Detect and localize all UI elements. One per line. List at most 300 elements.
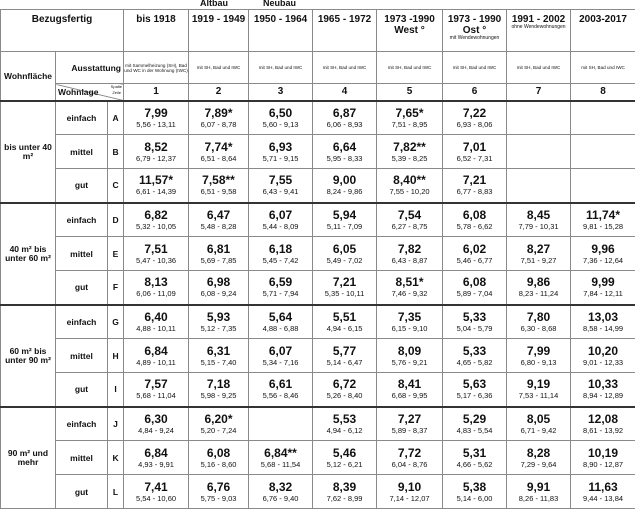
rent-range: 7,29 - 9,64 <box>507 460 570 469</box>
rent-cell <box>124 373 189 407</box>
row-code-cell <box>108 475 124 509</box>
rent-cell <box>189 135 249 169</box>
rent-value: 6,84 <box>124 447 188 460</box>
period-sub-label: Ost ° <box>463 25 486 36</box>
rent-range: 6,51 - 8,64 <box>189 154 248 163</box>
rent-table <box>0 9 635 509</box>
period-header <box>377 10 443 52</box>
period-label: 1991 - 2002 <box>512 14 565 25</box>
rent-cell <box>249 135 313 169</box>
rent-cell <box>124 237 189 271</box>
rent-value: 5,31 <box>443 447 506 460</box>
rent-range: 8,61 - 13,92 <box>571 426 635 435</box>
wohnlage-text: gut <box>75 180 88 190</box>
wohnlage-text: gut <box>75 282 88 292</box>
rent-cell <box>571 441 635 475</box>
wohnlage-text: mittel <box>70 147 93 157</box>
row-code-cell <box>108 203 124 237</box>
rent-value: 6,05 <box>313 243 376 256</box>
rent-cell <box>313 407 377 441</box>
amenity-header <box>377 52 443 84</box>
size-group-text: 90 m² und mehr <box>8 448 48 467</box>
rent-value: 7,72 <box>377 447 442 460</box>
column-number-label: 5 <box>407 86 413 97</box>
header-row-amenity <box>1 52 635 84</box>
rent-range: 6,06 - 8,93 <box>313 120 376 129</box>
rent-value: 7,99 <box>507 345 570 358</box>
rent-cell <box>443 101 507 135</box>
rent-cell <box>313 135 377 169</box>
row-code-cell <box>108 305 124 339</box>
rent-cell <box>189 441 249 475</box>
amenity-label: mit SH, Bad und IWC <box>388 65 432 70</box>
rent-cell <box>249 407 313 441</box>
rent-range: 4,94 - 6,12 <box>313 426 376 435</box>
amenity-header <box>443 52 507 84</box>
rent-cell <box>249 305 313 339</box>
column-number <box>124 84 189 101</box>
rent-value: 13,03 <box>571 311 635 324</box>
rent-value: 11,63 <box>571 481 635 494</box>
size-group-label <box>1 101 56 203</box>
wohnlage-header <box>56 84 124 101</box>
rent-value: 7,21 <box>313 276 376 289</box>
rent-value: 7,89* <box>189 107 248 120</box>
rent-cell <box>443 305 507 339</box>
rent-range: 5,16 - 8,60 <box>189 460 248 469</box>
rent-value: 9,86 <box>507 276 570 289</box>
amenity-header <box>189 52 249 84</box>
rent-value: 9,91 <box>507 481 570 494</box>
rent-value: 7,21 <box>443 174 506 187</box>
rent-range: 6,43 - 9,41 <box>249 187 312 196</box>
rent-range: 7,53 - 11,14 <box>507 391 570 400</box>
rent-cell <box>313 339 377 373</box>
period-header <box>571 10 635 52</box>
rent-value: 6,08 <box>189 447 248 460</box>
row-code-text: C <box>112 180 118 190</box>
rent-cell <box>189 169 249 203</box>
wohnlage-cell <box>56 271 108 305</box>
bezugsfertig-label: Bezugsfertig <box>32 14 93 25</box>
rent-value: 6,87 <box>313 107 376 120</box>
rent-cell <box>313 441 377 475</box>
rent-range: 5,44 - 8,09 <box>249 222 312 231</box>
rent-cell <box>249 237 313 271</box>
rent-value: 6,08 <box>443 209 506 222</box>
rent-range: 5,35 - 10,11 <box>313 289 376 298</box>
rent-value: 7,51 <box>124 243 188 256</box>
rent-range: 9,81 - 15,28 <box>571 222 635 231</box>
wohnlage-cell <box>56 441 108 475</box>
rent-cell <box>507 203 571 237</box>
rent-range: 5,48 - 8,28 <box>189 222 248 231</box>
wohnlage-text: einfach <box>67 317 97 327</box>
rent-value: 6,07 <box>249 345 312 358</box>
rent-cell <box>377 475 443 509</box>
rent-range: 5,34 - 7,16 <box>249 358 312 367</box>
wohnlage-cell <box>56 135 108 169</box>
amenity-label: mit SH, Bad und IWC <box>581 65 625 70</box>
rent-value: 8,32 <box>249 481 312 494</box>
rent-value: 5,33 <box>443 311 506 324</box>
rent-value: 7,22 <box>443 107 506 120</box>
rent-value: 7,80 <box>507 311 570 324</box>
rent-cell <box>124 169 189 203</box>
rent-range: 5,69 - 7,85 <box>189 256 248 265</box>
rent-range: 6,51 - 9,58 <box>189 187 248 196</box>
wohnlage-text: mittel <box>70 351 93 361</box>
size-group-label <box>1 305 56 407</box>
rent-value: 6,82 <box>124 209 188 222</box>
table-row <box>1 407 635 441</box>
rent-cell <box>443 135 507 169</box>
rent-range: 7,51 - 9,27 <box>507 256 570 265</box>
row-code-cell <box>108 407 124 441</box>
amenity-label: mit SH, Bad und IWC <box>517 65 561 70</box>
rent-value: 5,94 <box>313 209 376 222</box>
rent-cell <box>443 475 507 509</box>
wohnlage-text: einfach <box>67 113 97 123</box>
row-code-cell <box>108 271 124 305</box>
rent-cell <box>189 271 249 305</box>
rent-value: 6,98 <box>189 276 248 289</box>
column-number-label: 4 <box>342 86 348 97</box>
rent-cell <box>189 339 249 373</box>
rent-cell <box>189 305 249 339</box>
rent-range: 5,17 - 6,36 <box>443 391 506 400</box>
rent-range: 5,32 - 10,05 <box>124 222 188 231</box>
amenity-label: mit SH, Bad und IWC <box>197 65 241 70</box>
rent-value: 9,00 <box>313 174 376 187</box>
rent-cell <box>189 203 249 237</box>
row-code-cell <box>108 135 124 169</box>
rent-cell <box>313 169 377 203</box>
rent-cell <box>571 101 635 135</box>
wohnlage-cell <box>56 101 108 135</box>
period-note: ohne Wendewohnungen <box>507 25 570 30</box>
rent-range: 5,78 - 6,62 <box>443 222 506 231</box>
rent-value: 6,02 <box>443 243 506 256</box>
rent-cell <box>313 305 377 339</box>
rent-range: 6,06 - 11,09 <box>124 289 188 298</box>
column-number-label: 6 <box>472 86 478 97</box>
rent-range: 6,27 - 8,75 <box>377 222 442 231</box>
wohnlage-text: mittel <box>70 249 93 259</box>
rent-cell <box>507 135 571 169</box>
rent-range: 7,55 - 10,20 <box>377 187 442 196</box>
rent-value: 11,74* <box>571 209 635 222</box>
period-header <box>443 10 507 52</box>
rent-cell <box>249 373 313 407</box>
rent-range: 8,58 - 14,99 <box>571 324 635 333</box>
row-code-cell <box>108 169 124 203</box>
rent-value: 7,99 <box>124 107 188 120</box>
amenity-header <box>313 52 377 84</box>
table-row <box>1 237 635 271</box>
rent-value: 7,27 <box>377 413 442 426</box>
rent-range: 6,04 - 8,76 <box>377 460 442 469</box>
rent-range: 5,11 - 7,09 <box>313 222 376 231</box>
period-label: 1950 - 1964 <box>254 14 307 25</box>
rent-cell <box>124 203 189 237</box>
period-note: mit Wendewohnungen <box>443 36 506 41</box>
rent-value: 5,63 <box>443 378 506 391</box>
rent-range: 4,83 - 5,54 <box>443 426 506 435</box>
rent-range: 7,62 - 8,99 <box>313 494 376 503</box>
spalte-label: Spalte <box>111 84 122 89</box>
rent-cell <box>313 101 377 135</box>
rent-value: 6,20* <box>189 413 248 426</box>
rent-value: 6,84 <box>124 345 188 358</box>
table-row <box>1 135 635 169</box>
rent-value: 6,31 <box>189 345 248 358</box>
wohnlage-cell <box>56 407 108 441</box>
rent-value: 7,82** <box>377 141 442 154</box>
rent-value: 8,28 <box>507 447 570 460</box>
rent-cell <box>507 237 571 271</box>
rent-range: 5,47 - 10,36 <box>124 256 188 265</box>
rent-range: 5,49 - 7,02 <box>313 256 376 265</box>
rent-range: 6,77 - 8,83 <box>443 187 506 196</box>
table-row <box>1 101 635 135</box>
row-code-text: A <box>112 113 118 123</box>
rent-range: 4,89 - 10,11 <box>124 358 188 367</box>
rent-cell <box>189 373 249 407</box>
rent-cell <box>571 475 635 509</box>
rent-value: 6,18 <box>249 243 312 256</box>
rent-range: 8,24 - 9,86 <box>313 187 376 196</box>
rent-value: 6,61 <box>249 378 312 391</box>
rent-range: 5,39 - 8,25 <box>377 154 442 163</box>
row-code-text: G <box>112 317 119 327</box>
rent-value: 8,05 <box>507 413 570 426</box>
rent-range: 5,04 - 5,79 <box>443 324 506 333</box>
rent-range: 6,76 - 9,40 <box>249 494 312 503</box>
rent-cell <box>124 339 189 373</box>
rent-range: 5,68 - 11,04 <box>124 391 188 400</box>
rent-cell <box>124 305 189 339</box>
size-group-label <box>1 407 56 509</box>
rent-range: 6,30 - 8,68 <box>507 324 570 333</box>
rent-value: 8,41 <box>377 378 442 391</box>
altbau-label: Altbau <box>200 0 228 8</box>
period-label: 1965 - 1972 <box>318 14 371 25</box>
rent-cell <box>571 339 635 373</box>
neubau-label: Neubau <box>263 0 296 8</box>
rent-range: 9,01 - 12,33 <box>571 358 635 367</box>
period-label: bis 1918 <box>136 14 175 25</box>
rent-range: 5,54 - 10,60 <box>124 494 188 503</box>
rent-cell <box>124 271 189 305</box>
table-row <box>1 475 635 509</box>
rent-value: 7,18 <box>189 378 248 391</box>
rent-cell <box>571 373 635 407</box>
rent-value: 10,33 <box>571 378 635 391</box>
wohnlage-text: gut <box>75 487 88 497</box>
table-row <box>1 373 635 407</box>
rent-range: 9,44 - 13,84 <box>571 494 635 503</box>
wohnlage-cell <box>56 237 108 271</box>
rent-value: 7,74* <box>189 141 248 154</box>
table-row <box>1 441 635 475</box>
amenity-header <box>571 52 635 84</box>
rent-cell <box>249 339 313 373</box>
rent-cell <box>249 271 313 305</box>
rent-value: 7,01 <box>443 141 506 154</box>
table-row <box>1 271 635 305</box>
wohnflaeche-header <box>1 52 56 101</box>
rent-value: 6,40 <box>124 311 188 324</box>
rent-range: 5,89 - 7,04 <box>443 289 506 298</box>
rent-value: 6,76 <box>189 481 248 494</box>
rent-range: 6,79 - 12,37 <box>124 154 188 163</box>
column-number-label: 1 <box>153 86 159 97</box>
rent-value: 9,99 <box>571 276 635 289</box>
rent-value: 6,72 <box>313 378 376 391</box>
wohnlage-text: gut <box>75 384 88 394</box>
period-label: 1973 -1990 <box>384 14 435 25</box>
row-code-text: J <box>113 419 118 429</box>
row-code-text: D <box>112 215 118 225</box>
rent-value: 8,13 <box>124 276 188 289</box>
rent-value: 7,65* <box>377 107 442 120</box>
rent-range: 6,93 - 8,06 <box>443 120 506 129</box>
rent-range: 6,80 - 9,13 <box>507 358 570 367</box>
amenity-header <box>507 52 571 84</box>
rent-cell <box>124 407 189 441</box>
rent-range: 7,36 - 12,64 <box>571 256 635 265</box>
rent-cell <box>443 237 507 271</box>
row-code-text: B <box>112 147 118 157</box>
rent-value: 8,39 <box>313 481 376 494</box>
rent-value: 6,50 <box>249 107 312 120</box>
rent-cell <box>443 203 507 237</box>
size-group-text: bis unter 40 m² <box>4 142 52 161</box>
rent-range: 5,56 - 8,46 <box>249 391 312 400</box>
period-label: 1973 - 1990 <box>448 14 501 25</box>
column-number <box>571 84 635 101</box>
rent-value: 5,38 <box>443 481 506 494</box>
rent-cell <box>507 271 571 305</box>
rent-cell <box>249 101 313 135</box>
rent-value: 6,81 <box>189 243 248 256</box>
rent-range: 7,14 - 12,07 <box>377 494 442 503</box>
rent-cell <box>189 237 249 271</box>
period-header <box>507 10 571 52</box>
rent-cell <box>507 475 571 509</box>
amenity-label: mit Sammelheizung (SH), Bad und WC in der Wohnung (IWC) <box>124 63 188 73</box>
bezugsfertig-header <box>1 10 124 52</box>
rent-cell <box>313 271 377 305</box>
rent-range: 5,12 - 7,35 <box>189 324 248 333</box>
rent-value: 7,82 <box>377 243 442 256</box>
rent-range: 6,68 - 9,95 <box>377 391 442 400</box>
wohnlage-text: mittel <box>70 453 93 463</box>
size-group-text: 60 m² bis unter 90 m² <box>5 346 51 365</box>
row-code-text: K <box>112 453 118 463</box>
row-code-text: H <box>112 351 118 361</box>
rent-value: 7,57 <box>124 378 188 391</box>
row-code-cell <box>108 339 124 373</box>
rent-cell <box>189 407 249 441</box>
rent-value: 8,27 <box>507 243 570 256</box>
period-label: 1919 - 1949 <box>192 14 245 25</box>
rent-cell <box>249 441 313 475</box>
rent-cell <box>313 237 377 271</box>
table-row <box>1 169 635 203</box>
rent-cell <box>377 305 443 339</box>
rent-cell <box>124 135 189 169</box>
rent-cell <box>571 305 635 339</box>
rent-range: 5,20 - 7,24 <box>189 426 248 435</box>
rent-cell <box>507 441 571 475</box>
rent-value: 6,59 <box>249 276 312 289</box>
rent-cell <box>313 373 377 407</box>
amenity-label: mit SH, Bad und IWC <box>453 65 497 70</box>
rent-range: 6,08 - 9,24 <box>189 289 248 298</box>
rent-value: 10,19 <box>571 447 635 460</box>
rent-value: 5,33 <box>443 345 506 358</box>
rent-cell <box>377 203 443 237</box>
rent-cell <box>377 237 443 271</box>
rent-range: 5,14 - 6,00 <box>443 494 506 503</box>
amenity-label: mit SH, Bad und IWC <box>323 65 367 70</box>
rent-range: 6,43 - 8,87 <box>377 256 442 265</box>
rent-value: 6,93 <box>249 141 312 154</box>
row-code-text: L <box>113 487 118 497</box>
row-code-text: I <box>114 384 116 394</box>
rent-value: 9,96 <box>571 243 635 256</box>
wohnlage-cell <box>56 339 108 373</box>
rent-cell <box>377 373 443 407</box>
rent-cell <box>124 101 189 135</box>
rent-cell <box>507 101 571 135</box>
rent-cell <box>507 169 571 203</box>
rent-range: 7,46 - 9,32 <box>377 289 442 298</box>
rent-cell <box>571 237 635 271</box>
rent-value: 9,10 <box>377 481 442 494</box>
amenity-label: mit SH, Bad und IWC <box>259 65 303 70</box>
rent-range: 5,12 - 6,21 <box>313 460 376 469</box>
rent-cell <box>313 203 377 237</box>
rent-value: 6,47 <box>189 209 248 222</box>
wohnlage-text: einfach <box>67 215 97 225</box>
header-row-period <box>1 10 635 52</box>
rent-range: 4,94 - 6,15 <box>313 324 376 333</box>
table-row <box>1 305 635 339</box>
rent-cell <box>443 339 507 373</box>
rent-value: 8,09 <box>377 345 442 358</box>
row-code-text: F <box>113 282 118 292</box>
rent-range: 4,88 - 6,88 <box>249 324 312 333</box>
amenity-header <box>249 52 313 84</box>
rent-cell <box>249 475 313 509</box>
rent-cell <box>249 169 313 203</box>
zeile-label: Zeile <box>112 90 121 95</box>
rent-range: 5,60 - 9,13 <box>249 120 312 129</box>
rent-cell <box>571 203 635 237</box>
rent-value: 7,55 <box>249 174 312 187</box>
rent-range: 6,07 - 8,78 <box>189 120 248 129</box>
column-number <box>313 84 377 101</box>
rent-range: 6,71 - 9,42 <box>507 426 570 435</box>
rent-cell <box>377 441 443 475</box>
rent-cell <box>571 169 635 203</box>
column-number <box>249 84 313 101</box>
rent-value: 12,08 <box>571 413 635 426</box>
column-number-label: 3 <box>278 86 284 97</box>
